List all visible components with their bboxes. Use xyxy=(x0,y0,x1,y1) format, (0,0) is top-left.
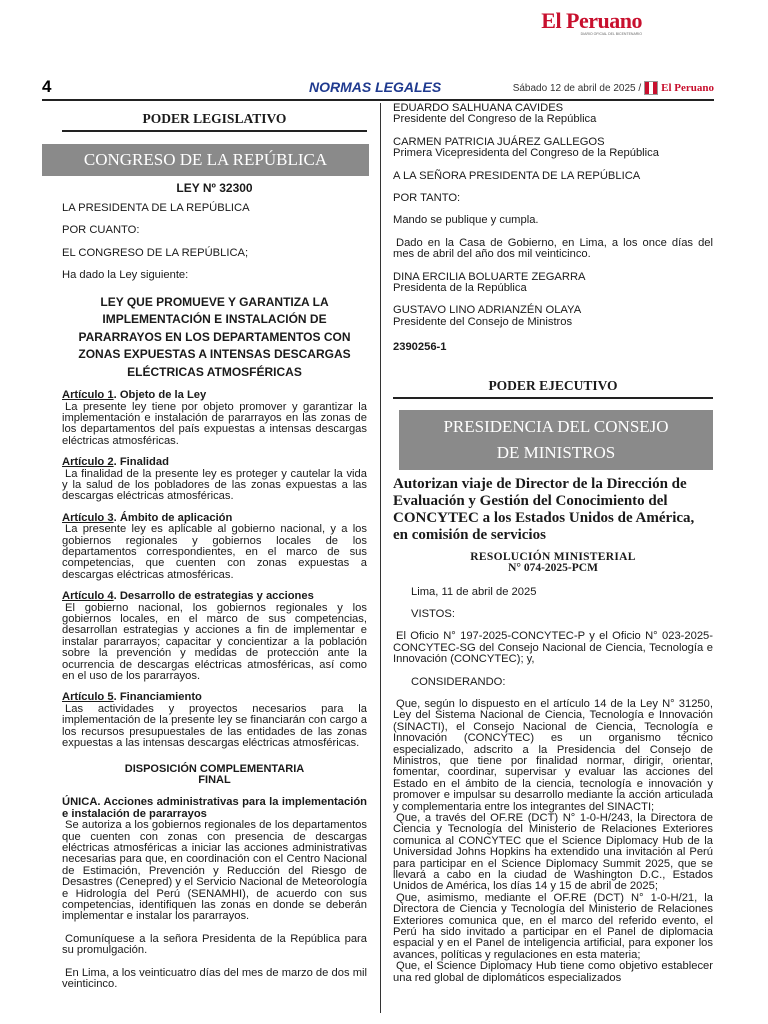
por-tanto: POR TANTO: xyxy=(393,192,461,205)
article-label: Artículo 3 xyxy=(62,511,114,524)
article-title: . Objeto de la Ley xyxy=(113,389,207,402)
article-title: . Ámbito de aplicación xyxy=(113,511,233,524)
given-at: Dado en la Casa de Gobierno, en Lima, a los once días del mes de abril del año dos mil veinticinco. xyxy=(393,236,713,261)
article-text: Las actividades y proyectos necesarios para la implementación de la presente ley se financiarán con cargo a los recursos presupuestales de las entidades de las zonas expuestas a las intensas descargas eléctricas atmosféricas. xyxy=(62,702,367,750)
signatory-name: EDUARDO SALHUANA CAVIDES xyxy=(393,102,564,114)
article-label: Artículo 4 xyxy=(62,590,114,603)
communique: Comuníquese a la señora Presidenta de la República para su promulgación. xyxy=(62,932,367,957)
signatory-role: Presidente del Consejo de Ministros xyxy=(393,315,573,328)
whereas-1: Que, según lo dispuesto en el artículo 14 de la Ley N° 31250, Ley del Sistema Nacional de Ciencia, Tecnología e Innovación (SINACTI), el Consejo Nacional de Ciencia, Tecnología e Innovación (CONCYTEC) es un organismo técnico especializado, adscrito a la Presidencia del Consejo de Ministros, que tiene por finalidad normar, dirigir, orientar, fomentar, coordinar, supervisar y evaluar las acciones del Estado en el ámbito de la ciencia, tecnología e innovación y promover e impulsar su desarrollo mediante la acción articulada y complementaria entre los integrantes del SINACTI; xyxy=(393,697,713,813)
entity-banner: CONGRESO DE LA REPÚBLICA xyxy=(42,144,369,176)
whereas-2: Que, a través del OF.RE (DCT) N° 1-0-H/243, la Directora de Ciencia y Tecnología del Ministerio de Relaciones Exteriores comunica al CONCYTEC que el Science Diplomacy Hub de la Universidad Johns Hopkins ha extendido una invitación al Perú para participar en el Science Diplomacy Summit 2025, que se llevará a cabo en la ciudad de Washington D.C., Estados Unidos de América, los días 14 y 15 de abril de 2025; xyxy=(393,812,713,893)
resolution-date: Lima, 11 de abril de 2025 xyxy=(411,585,537,598)
article-text: La finalidad de la presente ley es proteger y cautelar la vida y la salud de los pobladores de las zonas expuestas a las descargas eléctricas atmosféricas. xyxy=(62,467,367,503)
article-2 xyxy=(62,457,367,503)
article-label: Artículo 2 xyxy=(62,456,114,469)
vistos-text: El Oficio N° 197-2025-CONCYTEC-P y el Oficio N° 023-2025-CONCYTEC-SG del Consejo Nacional de Ciencia, Tecnología e Innovación (CONCYTEC); y, xyxy=(393,630,713,666)
preamble-2: POR CUANTO: xyxy=(62,224,140,237)
coat-of-arms-icon xyxy=(644,81,658,95)
law-number: LEY Nº 32300 xyxy=(176,181,253,195)
article-3 xyxy=(62,513,367,581)
page-number: 4 xyxy=(42,77,52,96)
article-5 xyxy=(62,692,367,749)
header-brand: El Peruano xyxy=(661,82,714,94)
resolution-type: RESOLUCIÓN MINISTERIAL xyxy=(470,550,636,563)
masthead-tagline: DIARIO OFICIAL DEL BICENTENARIO xyxy=(580,32,642,36)
vistos-heading: VISTOS: xyxy=(411,607,455,620)
preamble-4: Ha dado la Ley siguiente: xyxy=(62,269,189,282)
article-text: La presente ley es aplicable al gobierno nacional, y a los gobiernos regionales y gobiernos locales de los departamentos correspondientes, en el marco de sus competencias, que cuenten con zonas expuestas a descargas eléctricas atmosféricas. xyxy=(62,523,367,581)
article-text: El gobierno nacional, los gobiernos regionales y los gobiernos locales, en el marco de sus competencias, desarrollan estrategias y acciones a fin de implementar e instalar pararrayos; capacitar y concientizar a la población sobre la prevención y medidas de protección ante la ocurrencia de descargas eléctricas atmosféricas, así como en el uso de los pararrayos. xyxy=(62,601,367,683)
closing-date: En Lima, a los veinticuatro días del mes de marzo de dos mil veinticinco. xyxy=(62,966,367,990)
left-column xyxy=(62,103,367,990)
entity-line-1: PRESIDENCIA DEL CONSEJO xyxy=(443,416,669,436)
article-4 xyxy=(62,591,367,682)
signatory-role: Primera Vicepresidenta del Congreso de la República xyxy=(393,147,659,160)
publication-code: 2390256-1 xyxy=(393,341,447,354)
signatory-role: Presidenta de la República xyxy=(393,282,527,295)
article-1 xyxy=(62,390,367,447)
considerando-heading: CONSIDERANDO: xyxy=(411,675,506,688)
whereas-4: Que, el Science Diplomacy Hub tiene como objetivo establecer una red global de diplomáticos especializados xyxy=(393,960,713,984)
article-text: La presente ley tiene por objeto promover y garantizar la implementación e instalación de pararrayos en las zonas de los departamentos del país expuestas a intensas descargas eléctricas atmosféricas. xyxy=(62,400,367,447)
page-header xyxy=(42,77,714,101)
signatory-role: Presidente del Congreso de la República xyxy=(393,113,597,126)
section-title: NORMAS LEGALES xyxy=(309,79,442,95)
addressee: A LA SEÑORA PRESIDENTA DE LA REPÚBLICA xyxy=(393,169,641,182)
unica-text: Se autoriza a los gobiernos regionales de los departamentos que cuenten con zonas con presencia de descargas eléctricas atmosféricas a iniciar las acciones administrativas necesarias para que, en coordinación con el Centro Nacional de Estimación, Prevención y Reducción del Riesgo de Desastres (Cenepred) y el Servicio Nacional de Meteorología e Hidrología del Perú (SENAMHI), de acuerdo con sus competencias, identifiquen las zonas en donde se deberán implementar e instalar los pararrayos. xyxy=(62,819,367,923)
signatory-name: DINA ERCILIA BOLUARTE ZEGARRA xyxy=(393,270,586,283)
header-date: Sábado 12 de abril de 2025 / xyxy=(512,82,642,94)
entity-line-2: DE MINISTROS xyxy=(496,442,616,462)
preamble-1: LA PRESIDENTA DE LA REPÚBLICA xyxy=(62,202,250,214)
whereas-3: Que, asimismo, mediante el OF.RE (DCT) N° 1-0-H/21, la Directora de Ciencia y Tecnología del Ministerio de Relaciones Exteriores comunica que, en el marco del referido evento, el Perú ha sido invitado a participar en el Panel de diplomacia espacial y en el Panel de inteligencia artificial, para exponer los avances, políticas y regulaciones en esta materia; xyxy=(393,891,713,961)
preamble-3: EL CONGRESO DE LA REPÚBLICA; xyxy=(62,246,249,259)
mando: Mando se publique y cumpla. xyxy=(393,214,539,227)
signatory-name: GUSTAVO LINO ADRIANZÉN OLAYA xyxy=(393,304,582,317)
unica-heading: ÚNICA. Acciones administrativas para la implementación e instalación de pararrayos xyxy=(62,796,367,820)
right-column xyxy=(393,103,713,984)
article-label: Artículo 1 xyxy=(62,389,114,402)
provision-heading: DISPOSICIÓN COMPLEMENTARIA FINAL xyxy=(124,762,305,786)
resolution-number: N° 074-2025-PCM xyxy=(508,562,598,575)
signatory-name: CARMEN PATRICIA JUÁREZ GALLEGOS xyxy=(393,135,605,148)
header-right xyxy=(513,81,714,95)
article-label: Artículo 5 xyxy=(62,691,114,704)
branch-heading: PODER EJECUTIVO xyxy=(393,378,713,399)
branch-heading: PODER LEGISLATIVO xyxy=(62,111,367,132)
article-title: . Desarrollo de estrategias y acciones xyxy=(113,590,314,603)
article-title: . Finalidad xyxy=(113,456,169,469)
masthead-logo: El Peruano xyxy=(541,8,642,33)
entity-banner xyxy=(399,410,713,470)
column-divider xyxy=(380,103,381,1013)
article-title: . Financiamiento xyxy=(113,691,202,704)
resolution-headline: Autorizan viaje de Director de la Dirección de Evaluación y Gestión del Conocimiento del CONCYTEC a los Estados Unidos de América, en comisión de servicios xyxy=(393,475,695,543)
law-title: LEY QUE PROMUEVE Y GARANTIZA LA IMPLEMENTACIÓN E INSTALACIÓN DE PARARRAYOS EN LOS DEPARTAMENTOS CON ZONAS EXPUESTAS A INTENSAS DESCARGAS ELÉCTRICAS ATMOSFÉRICAS xyxy=(78,294,351,379)
